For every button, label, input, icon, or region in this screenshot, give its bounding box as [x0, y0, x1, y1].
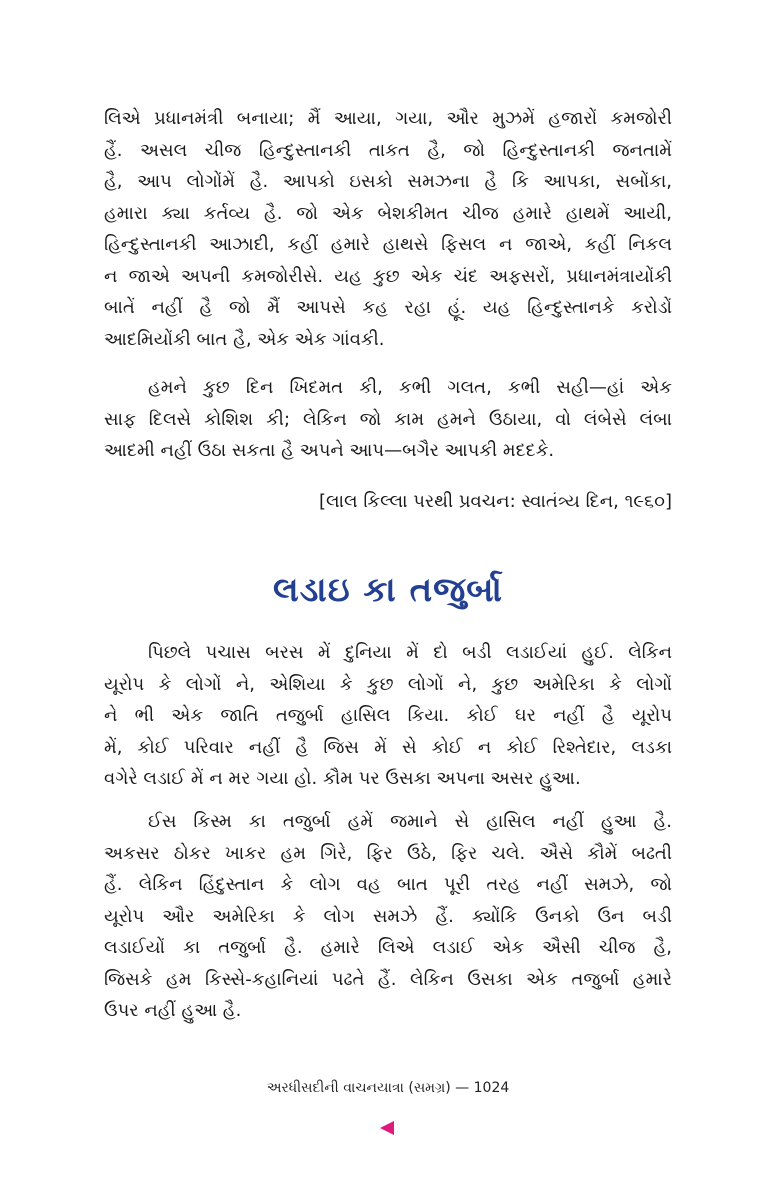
page-footer: અરધીસદીની વાચનયાત્રા (સમગ્ર) — 1024 [266, 1080, 510, 1096]
paragraph-line: આદમિયોંકી બાત હૈ, એક એક ગાંવકી. [104, 328, 385, 350]
paragraph-line: ઉપર નહીં હુઆ હૈ. [104, 1000, 242, 1021]
paragraph-line: આદમી નહીં ઉઠા સકતા હૈ અપને આપ—બગૈર આપકી મદદકે. [104, 440, 555, 461]
paragraph-line: જિસકે હમ કિસ્સે-કહાનિયાં પઢતે હૈં. લેકિન ઉસકા એક તજુર્બા હમારે [104, 968, 672, 990]
paragraph-line: હમારા ક્યા કર્તવ્ય હૈ. જો એક બેશકીમત ચીજ હમારે હાથમેં આયી, [104, 202, 672, 224]
paragraph-line: ને ભી એક જાતિ તજુર્બા હાસિલ કિયા. કોઈ ઘર નહીં હૈ યૂરોપ [104, 705, 672, 726]
paragraph-line: ન જાએ અપની કમજોરીસે. યહ કુછ એક ચંદ અફસરોં, પ્રધાનમંત્રાયોંકી [104, 265, 672, 287]
paragraph-line: અકસર ઠોકર ખાકર હમ ગિરે, ફિર ઉઠે, ફિર ચલે. ઐસે કૌમેં બઢતી [104, 842, 672, 864]
paragraph-3 [104, 637, 672, 795]
paragraph-line: સાફ દિલસે કોશિશ કી; લેકિન જો કામ હમને ઉઠાયા, વો લંબેસે લંબા [104, 408, 672, 430]
paragraph-4 [104, 806, 672, 1027]
paragraph-line: યૂરોપ ઔર અમેરિકા કે લોગ સમઝે હૈં. ક્યોંકિ ઉનકો ઉન બડી [104, 905, 672, 927]
paragraph-line: મેં, કોઈ પરિવાર નહીં હૈ જિસ મેં સે કોઈ ન કોઈ રિશ્તેદાર, લડકા [104, 736, 672, 758]
paragraph-line: યૂરોપ કે લોગોં ને, એશિયા કે કુછ લોગોં ને, કુછ અમેરિકા કે લોગોં [104, 673, 672, 695]
paragraph-line: હમને કુછ દિન ખિદમત કી, કભી ગલત, કભી સહી—હાં એક [148, 377, 672, 398]
paragraph-line: હિન્દુસ્તાનકી આઝાદી, કહીં હમારે હાથસે ફિસલ ન જાએ, કહીં નિકલ [104, 234, 672, 255]
paragraph-line: ઈસ કિસ્મ કા તજુર્બા હમેં જમાને સે હાસિલ નહીં હુઆ હૈ. [148, 811, 672, 832]
previous-page-arrow-icon[interactable] [380, 1121, 394, 1135]
paragraph-2 [104, 372, 672, 467]
citation: [લાલ કિલ્લા પરથી પ્રવચન: સ્વાતંત્ર્ય દિન, ૧૯૬૦] [318, 491, 672, 512]
paragraph-line: બાતેં નહીં હૈ જો મૈં આપસે કહ રહા હૂં. યહ હિન્દુસ્તાનકે કરોડોં [104, 297, 672, 318]
section-heading: લડાઇ કા તજુર્બા [273, 570, 503, 610]
paragraph-line: લડાઈયોં કા તજુર્બા હૈ. હમારે લિએ લડાઈ એક ઐસી ચીજ હૈ, [104, 937, 672, 958]
paragraph-line: પિછલે પચાસ બરસ મેં દુનિયા મેં દો બડી લડાઈયાં હુઈ. લેકિન [148, 642, 672, 663]
paragraph-line: હૈ, આપ લોગોંમેં હૈ. આપકો ઇસકો સમઝના હૈ કિ આપકા, સબોંકા, [104, 171, 672, 192]
paragraph-line: વગેરે લડાઈ મેં ન મર ગયા હો. કૌમ પર ઉસકા અપના અસર હુઆ. [104, 768, 581, 789]
paragraph-line: લિએ પ્રધાનમંત્રી બનાયા; મૈં આયા, ગયા, ઔર મુઝમેં હજારોં કમજોરી [104, 108, 672, 129]
paragraph-1 [104, 103, 672, 355]
paragraph-line: હૈં. અસલ ચીજ હિન્દુસ્તાનકી તાકત હૈ, જો હિન્દુસ્તાનકી જનતામેં [104, 139, 672, 161]
paragraph-line: હૈં. લેકિન હિંદુસ્તાન કે લોગ વહ બાત પૂરી તરહ નહીં સમઝે, જો [104, 874, 672, 895]
